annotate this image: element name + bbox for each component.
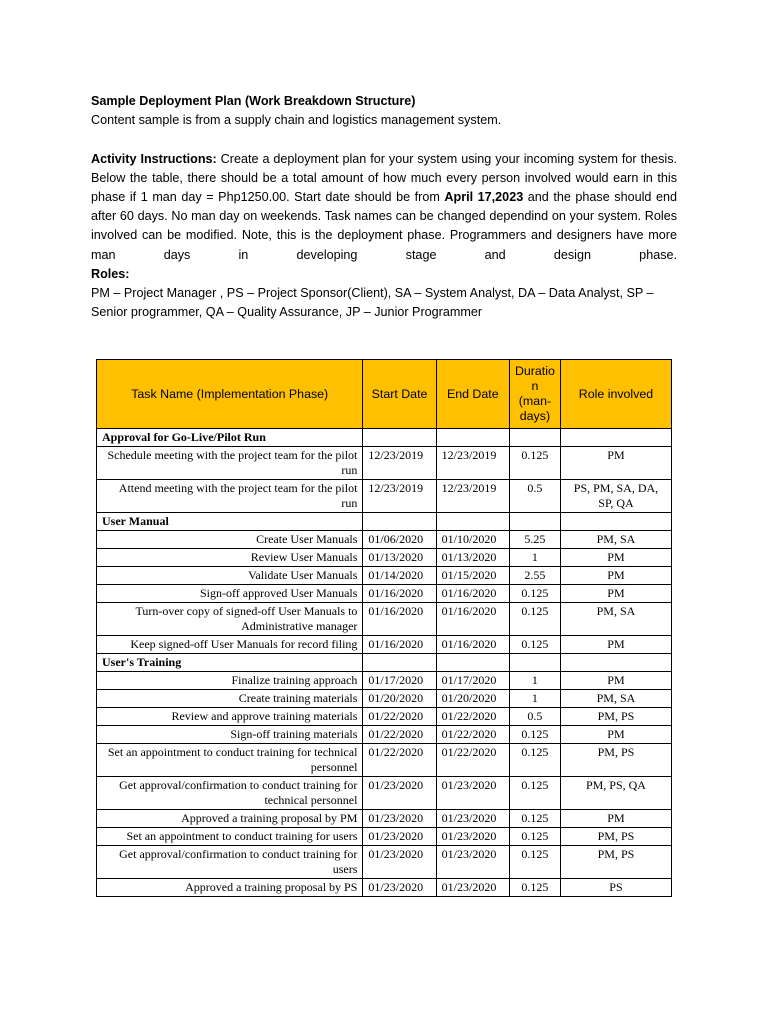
duration-cell: 0.5 [509, 708, 560, 726]
task-name-cell: Set an appointment to conduct training for users [97, 828, 363, 846]
start-date-cell: 01/23/2020 [363, 777, 436, 810]
start-date-cell: 01/16/2020 [363, 585, 436, 603]
table-row [97, 531, 672, 549]
duration-cell: 0.125 [509, 879, 560, 897]
start-date-cell: 01/16/2020 [363, 603, 436, 636]
role-cell: PM [560, 567, 671, 585]
table-body [97, 429, 672, 897]
start-date-cell [363, 654, 436, 672]
task-name-cell: Set an appointment to conduct training for technical personnel [97, 744, 363, 777]
task-name-cell: Get approval/confirmation to conduct training for users [97, 846, 363, 879]
task-name-cell: Turn-over copy of signed-off User Manuals to Administrative manager [97, 603, 363, 636]
start-date-cell: 01/13/2020 [363, 549, 436, 567]
section-row [97, 429, 672, 447]
start-date-cell: 01/22/2020 [363, 744, 436, 777]
start-date-cell [363, 429, 436, 447]
table-row [97, 567, 672, 585]
table-row [97, 828, 672, 846]
end-date-cell [436, 429, 509, 447]
duration-cell: 0.5 [509, 480, 560, 513]
role-cell: PM, PS [560, 744, 671, 777]
end-date-cell: 12/23/2019 [436, 447, 509, 480]
header-start-date: Start Date [363, 360, 436, 429]
duration-cell [509, 513, 560, 531]
role-cell: PM [560, 810, 671, 828]
instructions-text-1: Create a deployment plan for your system using your incoming system for thesis. Below the table, there should be a total amount of how much every person involved would earn in this phase if 1 man day = Php1250.00. Start date should be from [91, 151, 677, 204]
document-subtitle: Content sample is from a supply chain and logistics management system. [91, 113, 502, 128]
table-row [97, 744, 672, 777]
end-date-cell: 01/23/2020 [436, 846, 509, 879]
duration-cell: 1 [509, 549, 560, 567]
table-row [97, 726, 672, 744]
role-cell: PM [560, 447, 671, 480]
duration-cell: 0.125 [509, 846, 560, 879]
roles-text: PM – Project Manager , PS – Project Sponsor(Client), SA – System Analyst, DA – Data Analyst, SP – Senior programmer, QA – Quality Assurance, JP – Junior Programmer [91, 286, 654, 320]
task-name-cell: Approved a training proposal by PM [97, 810, 363, 828]
table-row [97, 672, 672, 690]
start-date-cell: 01/23/2020 [363, 846, 436, 879]
role-cell: PM, SA [560, 603, 671, 636]
role-cell: PM, SA [560, 690, 671, 708]
end-date-cell [436, 513, 509, 531]
duration-cell: 0.125 [509, 726, 560, 744]
role-cell: PM, PS [560, 708, 671, 726]
duration-cell: 0.125 [509, 810, 560, 828]
task-name-cell: Review and approve training materials [97, 708, 363, 726]
table-row [97, 585, 672, 603]
end-date-cell: 01/16/2020 [436, 585, 509, 603]
section-row [97, 654, 672, 672]
end-date-cell: 01/16/2020 [436, 603, 509, 636]
section-title: User Manual [97, 513, 363, 531]
section-title: Approval for Go-Live/Pilot Run [97, 429, 363, 447]
duration-cell: 0.125 [509, 636, 560, 654]
role-cell: PM [560, 636, 671, 654]
role-cell: PM, PS [560, 828, 671, 846]
start-date-cell: 01/22/2020 [363, 726, 436, 744]
role-cell: PM [560, 549, 671, 567]
task-name-cell: Attend meeting with the project team for the pilot run [97, 480, 363, 513]
start-date-cell: 12/23/2019 [363, 447, 436, 480]
table-row [97, 549, 672, 567]
table-row [97, 810, 672, 828]
role-cell [560, 429, 671, 447]
instructions-label: Activity Instructions: [91, 151, 217, 166]
end-date-cell: 01/15/2020 [436, 567, 509, 585]
role-cell: PM, PS [560, 846, 671, 879]
table-row [97, 447, 672, 480]
end-date-cell: 01/23/2020 [436, 777, 509, 810]
table-row [97, 708, 672, 726]
duration-cell: 0.125 [509, 447, 560, 480]
end-date-cell: 01/23/2020 [436, 879, 509, 897]
start-date-cell: 01/14/2020 [363, 567, 436, 585]
start-date-cell: 01/16/2020 [363, 636, 436, 654]
end-date-cell: 01/13/2020 [436, 549, 509, 567]
activity-instructions [91, 150, 677, 265]
end-date-cell [436, 654, 509, 672]
table-row [97, 777, 672, 810]
table-row [97, 636, 672, 654]
task-name-cell: Sign-off training materials [97, 726, 363, 744]
role-cell: PM [560, 726, 671, 744]
task-name-cell: Sign-off approved User Manuals [97, 585, 363, 603]
duration-cell [509, 429, 560, 447]
start-date-cell: 01/23/2020 [363, 810, 436, 828]
header-task-name: Task Name (Implementation Phase) [97, 360, 363, 429]
role-cell: PM [560, 672, 671, 690]
end-date-cell: 01/17/2020 [436, 672, 509, 690]
document-text [91, 92, 677, 322]
end-date-cell: 01/22/2020 [436, 726, 509, 744]
table-row [97, 879, 672, 897]
header-duration: Duratio n (man- days) [509, 360, 560, 429]
duration-cell: 1 [509, 672, 560, 690]
duration-cell: 0.125 [509, 777, 560, 810]
start-date-cell: 01/23/2020 [363, 879, 436, 897]
duration-cell: 0.125 [509, 828, 560, 846]
section-row [97, 513, 672, 531]
task-name-cell: Schedule meeting with the project team for the pilot run [97, 447, 363, 480]
role-cell [560, 654, 671, 672]
role-cell: PS [560, 879, 671, 897]
task-name-cell: Create User Manuals [97, 531, 363, 549]
table-row [97, 690, 672, 708]
duration-cell: 0.125 [509, 744, 560, 777]
end-date-cell: 12/23/2019 [436, 480, 509, 513]
task-name-cell: Keep signed-off User Manuals for record filing [97, 636, 363, 654]
task-name-cell: Get approval/confirmation to conduct training for technical personnel [97, 777, 363, 810]
role-cell: PM, PS, QA [560, 777, 671, 810]
table-header-row [97, 360, 672, 429]
table-row [97, 846, 672, 879]
table-row [97, 480, 672, 513]
duration-cell: 0.125 [509, 603, 560, 636]
end-date-cell: 01/22/2020 [436, 744, 509, 777]
deployment-plan-table [96, 359, 672, 897]
task-name-cell: Create training materials [97, 690, 363, 708]
document-title: Sample Deployment Plan (Work Breakdown Structure) [91, 94, 416, 108]
duration-cell [509, 654, 560, 672]
end-date-cell: 01/16/2020 [436, 636, 509, 654]
header-end-date: End Date [436, 360, 509, 429]
start-date-cell: 12/23/2019 [363, 480, 436, 513]
start-date-cell: 01/23/2020 [363, 828, 436, 846]
duration-cell: 2.55 [509, 567, 560, 585]
end-date-cell: 01/20/2020 [436, 690, 509, 708]
start-date-cell: 01/17/2020 [363, 672, 436, 690]
start-date-cell: 01/22/2020 [363, 708, 436, 726]
task-name-cell: Validate User Manuals [97, 567, 363, 585]
end-date-cell: 01/23/2020 [436, 810, 509, 828]
task-name-cell: Finalize training approach [97, 672, 363, 690]
task-name-cell: Approved a training proposal by PS [97, 879, 363, 897]
header-role-involved: Role involved [560, 360, 671, 429]
section-title: User's Training [97, 654, 363, 672]
start-date-cell: 01/06/2020 [363, 531, 436, 549]
task-name-cell: Review User Manuals [97, 549, 363, 567]
start-date-cell: 01/20/2020 [363, 690, 436, 708]
role-cell: PM, SA [560, 531, 671, 549]
roles-label: Roles: [91, 266, 130, 281]
end-date-cell: 01/23/2020 [436, 828, 509, 846]
duration-cell: 5.25 [509, 531, 560, 549]
instructions-text-2: and the phase should end after 60 days. No man day on weekends. Task names can be changed dependind on your system. Roles involved can be modified. Note, this is the deployment phase. Programmers and designers have more man days in developing stage and design phase. [91, 190, 677, 262]
duration-cell: 0.125 [509, 585, 560, 603]
end-date-cell: 01/22/2020 [436, 708, 509, 726]
role-cell: PM [560, 585, 671, 603]
role-cell: PS, PM, SA, DA, SP, QA [560, 480, 671, 513]
end-date-cell: 01/10/2020 [436, 531, 509, 549]
start-date-cell [363, 513, 436, 531]
duration-cell: 1 [509, 690, 560, 708]
instructions-start-date: April 17,2023 [444, 190, 524, 204]
table-row [97, 603, 672, 636]
role-cell [560, 513, 671, 531]
